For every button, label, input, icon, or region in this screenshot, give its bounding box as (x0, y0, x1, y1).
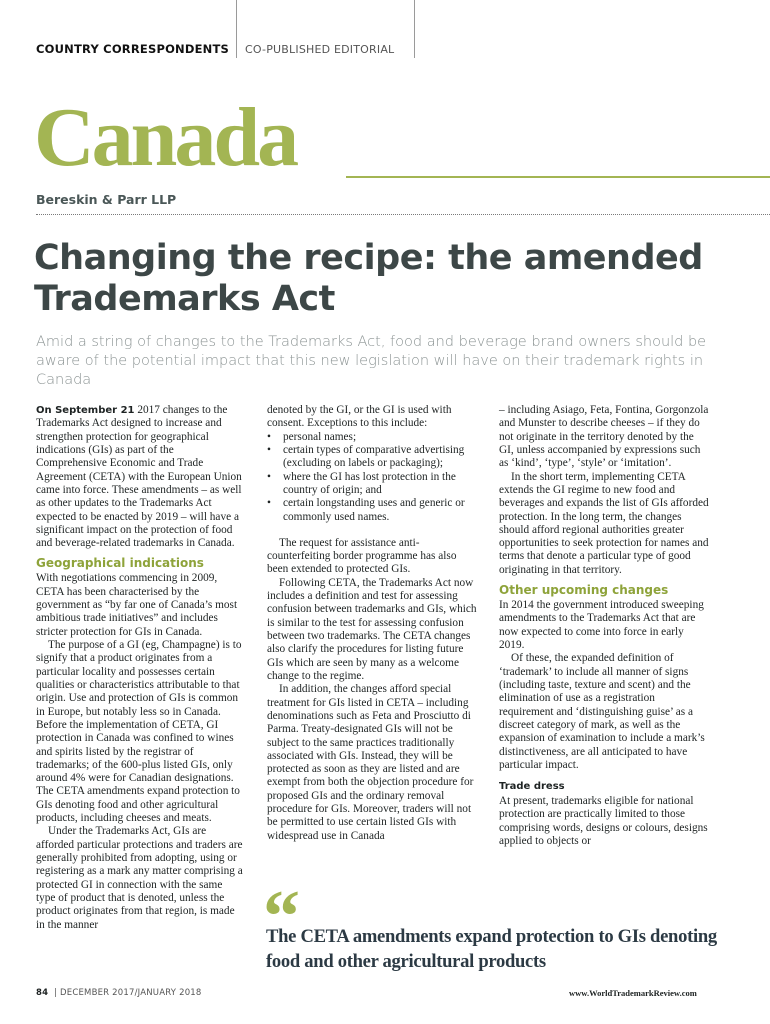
paragraph: Under the Trademarks Act, GIs are afforded particular protections and traders are generally prohibited from adopting, using or registering as a mark any matter comprising a protected GI in connection with the same type of product that is denoted, unless the product originates from that region, is made in the manner (36, 825, 243, 931)
section-heading-other-upcoming-changes: Other upcoming changes (499, 583, 669, 598)
bullet-icon: • (267, 430, 271, 443)
article-column-3 (499, 404, 711, 848)
bullet-icon: • (267, 443, 271, 456)
header-divider-right (414, 0, 415, 58)
section-label: COUNTRY CORRESPONDENTS (36, 42, 230, 56)
paragraph: Following CETA, the Trademarks Act now includes a definition and test for assessing confusion between trademarks and GIs, which is similar to the test for assessing confusion between two trademarks. The CETA changes also clarify the procedures for listing future GIs which are seen by many as a welcome change to the regime. (267, 576, 477, 682)
lead-in: On September 21 (36, 405, 135, 416)
subheading-trade-dress: Trade dress (499, 781, 565, 793)
bullet-icon: • (267, 497, 271, 510)
issue-date: | DECEMBER 2017/JANUARY 2018 (54, 988, 202, 998)
page-folio (36, 988, 202, 998)
article-column-1 (36, 404, 244, 932)
paragraph: In 2014 the government introduced sweeping amendments to the Trademarks Act that are now expected to come into force in early 2019. (499, 599, 704, 651)
paragraph: In the short term, implementing CETA extends the GI regime to new food and beverages and expands the list of GIs afforded protection. In the long term, the changes should afford regional authorities greater opportunities to seek protection for names and terms that denote a particular type of good originating in that territory. (499, 470, 709, 576)
paragraph: In addition, the changes afford special treatment for GIs listed in CETA – including denominations such as Feta and Prosciutto di Parma. Treaty-designated GIs will not be subject to the same practices traditionally associated with GIs. Instead, they will be protected as soon as they are listed and are exempt from both the objection procedure for proposed GIs and the ordinary removal procedure for GIs. Moreover, traders will not be permitted to use certain listed GIs with widespread use in Canada (267, 683, 474, 842)
firm-name: Bereskin & Parr LLP (36, 192, 177, 207)
bullet-icon: • (267, 470, 271, 483)
header-divider-left (236, 0, 237, 58)
article-headline: Changing the recipe: the amended Trademarks Act (34, 238, 703, 319)
list-item: • where the GI has lost protection in the country of origin; and (267, 470, 456, 496)
paragraph: The purpose of a GI (eg, Champagne) is to signify that a product originates from a particular locality and possesses certain qualities or characteristics attributable to that origin. Use and protection of GIs is common in Europe, but notably less so in Canada. Before the implementation of CETA, GI protection in Canada was confined to wines and spirits listed by the registrar of trademarks; of the 600-plus listed GIs, only around 4% were for Canadian designations. The CETA amendments expand protection to GIs denoting food and other agricultural products, including cheeses and meats. (36, 639, 242, 825)
website-url: www.WorldTrademarkReview.com (569, 988, 697, 998)
page-number: 84 (36, 988, 49, 998)
quote-mark-icon: “ (263, 876, 300, 958)
paragraph: At present, trademarks eligible for national protection are practically limited to those comprising words, designs or colours, designs applied to objects or (499, 795, 708, 848)
list-item: • personal names; (267, 430, 357, 443)
paragraph: – including Asiago, Feta, Fontina, Gorgonzola and Munster to describe cheeses – if they do not originate in the territory denoted by the GI, unless accompanied by expressions such as ‘kind’, ‘type’, ‘style’ or ‘imitation’. (499, 404, 709, 470)
country-title-rule (346, 176, 770, 178)
paragraph: Of these, the expanded definition of ‘trademark’ to include all manner of signs (including taste, texture and scent) and the elimination of use as a registration requirement and ‘distinguishing guise’ as a discreet category of mark, as well as the expansion of examination to include a mark’s distinctiveness, are all anticipated to have particular impact. (499, 652, 705, 771)
paragraph: denoted by the GI, or the GI is used with consent. Exceptions to this include: (267, 404, 452, 430)
dotted-divider (36, 214, 770, 215)
pull-quote: The CETA amendments expand protection to GIs denoting food and other agricultural products (266, 926, 717, 972)
list-item: • certain types of comparative advertising (excluding on labels or packaging); (267, 443, 465, 470)
intro-paragraph (36, 404, 244, 550)
intro-text: 2017 changes to the Trademarks Act designed to increase and strengthen protection for geographical indications (GIs) as part of the Comprehensive Economic and Trade Agreement (CETA) with the European Union came into force. These amendments – as well as other updates to the Trademarks Act expected to be enacted by 2019 – will have a significant impact on the protection of food and beverage-related trademarks in Canada. (36, 404, 242, 550)
editorial-type-label: CO-PUBLISHED EDITORIAL (245, 43, 395, 56)
paragraph: With negotiations commencing in 2009, CETA has been characterised by the government as “by far one of Canada’s most ambitious trade initiatives” and includes stricter protection for GIs in Canada. (36, 572, 238, 638)
country-title: Canada (34, 91, 297, 184)
exceptions-list (267, 431, 477, 524)
section-heading-geographical-indications: Geographical indications (36, 556, 204, 571)
article-column-2 (267, 404, 477, 843)
list-item: • certain longstanding uses and generic or commonly used names. (267, 497, 465, 523)
article-standfirst: Amid a string of changes to the Trademarks Act, food and beverage brand owners should be aware of the potential impact that this new legislation will have on their trademark rights in Canada (36, 334, 707, 388)
paragraph: The request for assistance anti-counterfeiting border programme has also been extended to protected GIs. (267, 536, 457, 576)
